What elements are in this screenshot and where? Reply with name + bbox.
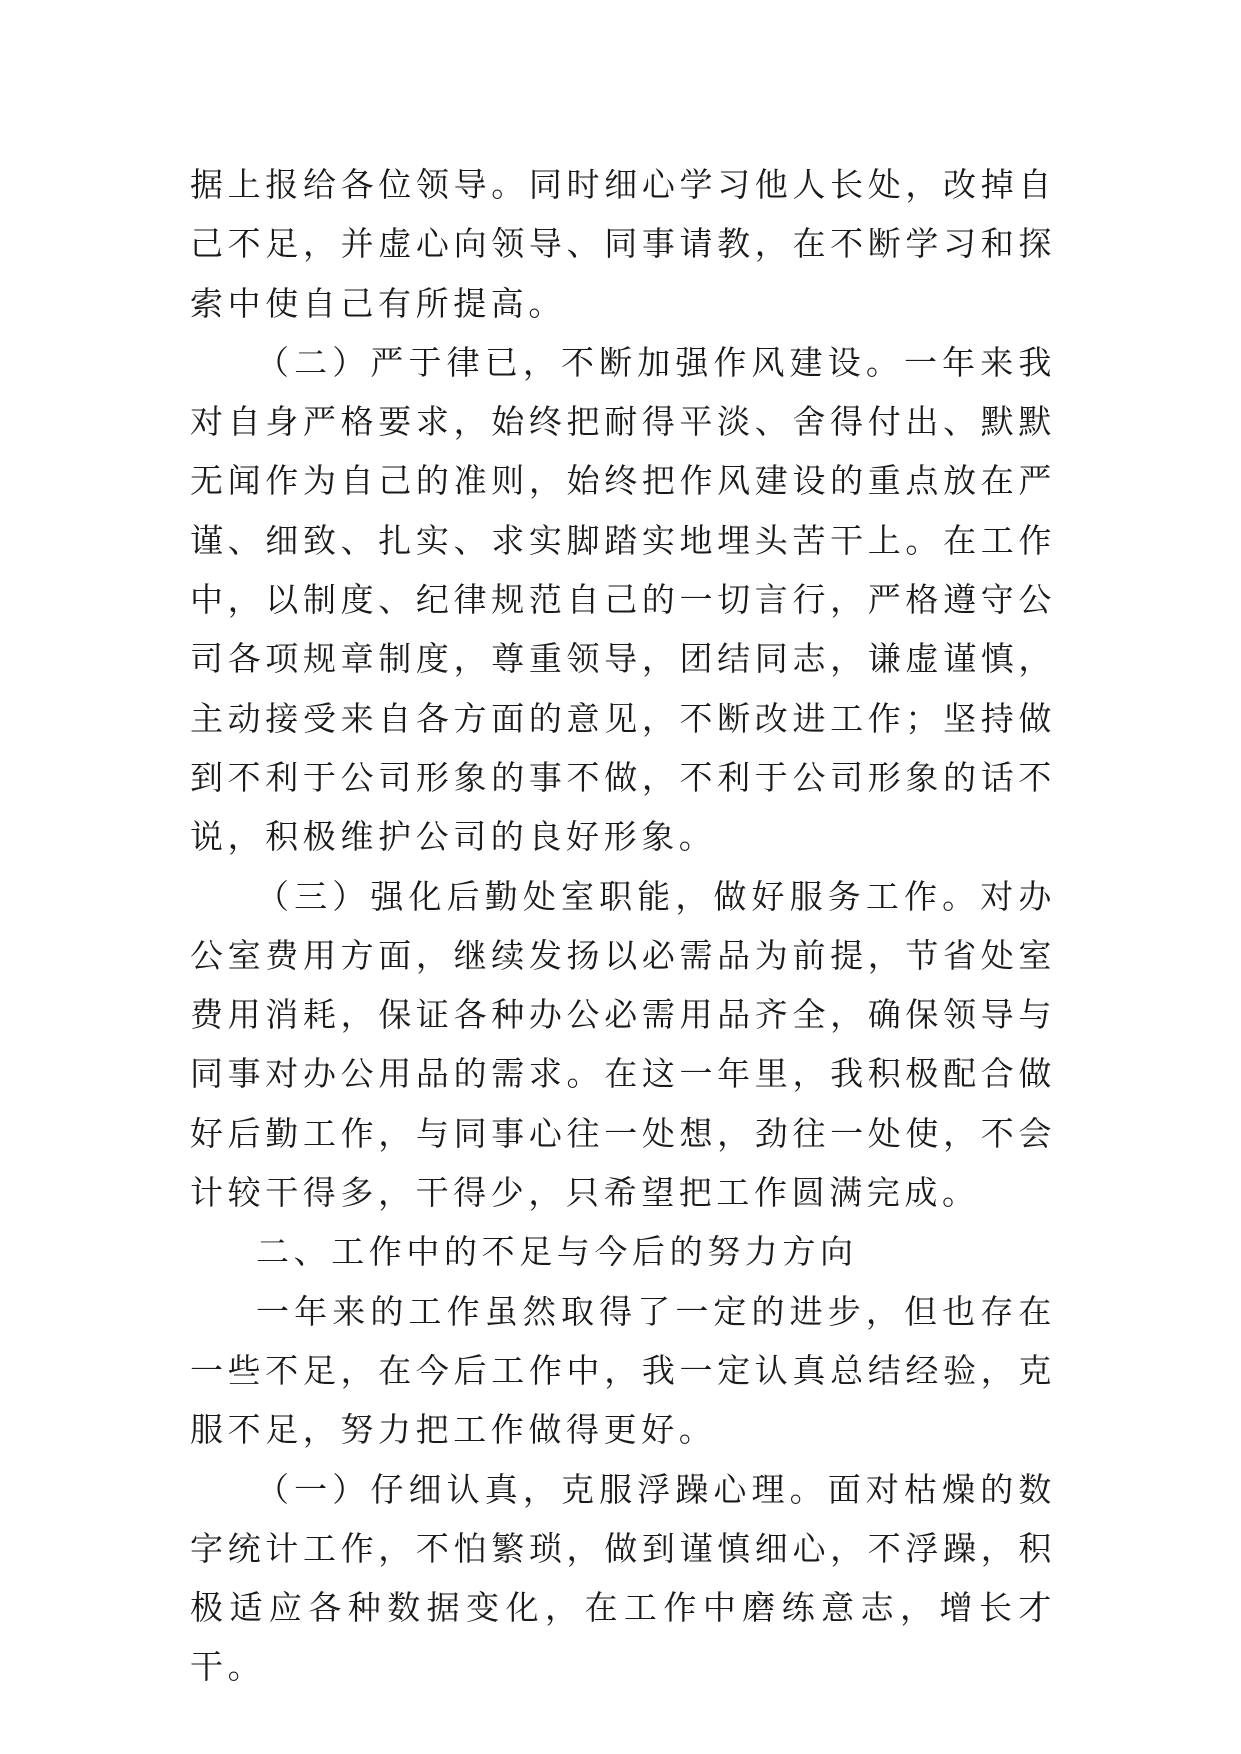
document-body <box>190 155 1056 1697</box>
paragraph-shortcomings-intro: 一年来的工作虽然取得了一定的进步，但也存在一些不足，在今后工作中，我一定认真总结经验，克服不足，努力把工作做得更好。 <box>190 1291 1056 1450</box>
paragraph-self-discipline: （二）严于律已，不断加强作风建设。一年来我对自身严格要求，始终把耐得平淡、舍得付出、默默无闻作为自己的准则，始终把作风建设的重点放在严谨、细致、扎实、求实脚踏实地埋头苦干上。在工作中，以制度、纪律规范自己的一切言行，严格遵守公司各项规章制度，尊重领导，团结同志，谦虚谨慎，主动接受来自各方面的意见，不断改进工作；坚持做到不利于公司形象的事不做，不利于公司形象的话不说，积极维护公司的良好形象。 <box>190 342 1056 857</box>
paragraph-careful-work: （一）仔细认真，克服浮躁心理。面对枯燥的数字统计工作，不怕繁琐，做到谨慎细心，不浮躁，积极适应各种数据变化，在工作中磨练意志，增长才干。 <box>190 1469 1056 1687</box>
paragraph-logistics-service: （三）强化后勤处室职能，做好服务工作。对办公室费用方面，继续发扬以必需品为前提，节省处室费用消耗，保证各种办公必需用品齐全，确保领导与同事对办公用品的需求。在这一年里，我积极配合做好后勤工作，与同事心往一处想，劲往一处使，不会计较干得多，干得少，只希望把工作圆满完成。 <box>190 876 1056 1213</box>
paragraph-continuation: 据上报给各位领导。同时细心学习他人长处，改掉自己不足，并虚心向领导、同事请教，在不断学习和探索中使自己有所提高。 <box>190 165 1056 323</box>
section-heading-shortcomings: 二、工作中的不足与今后的努力方向 <box>256 1232 858 1272</box>
